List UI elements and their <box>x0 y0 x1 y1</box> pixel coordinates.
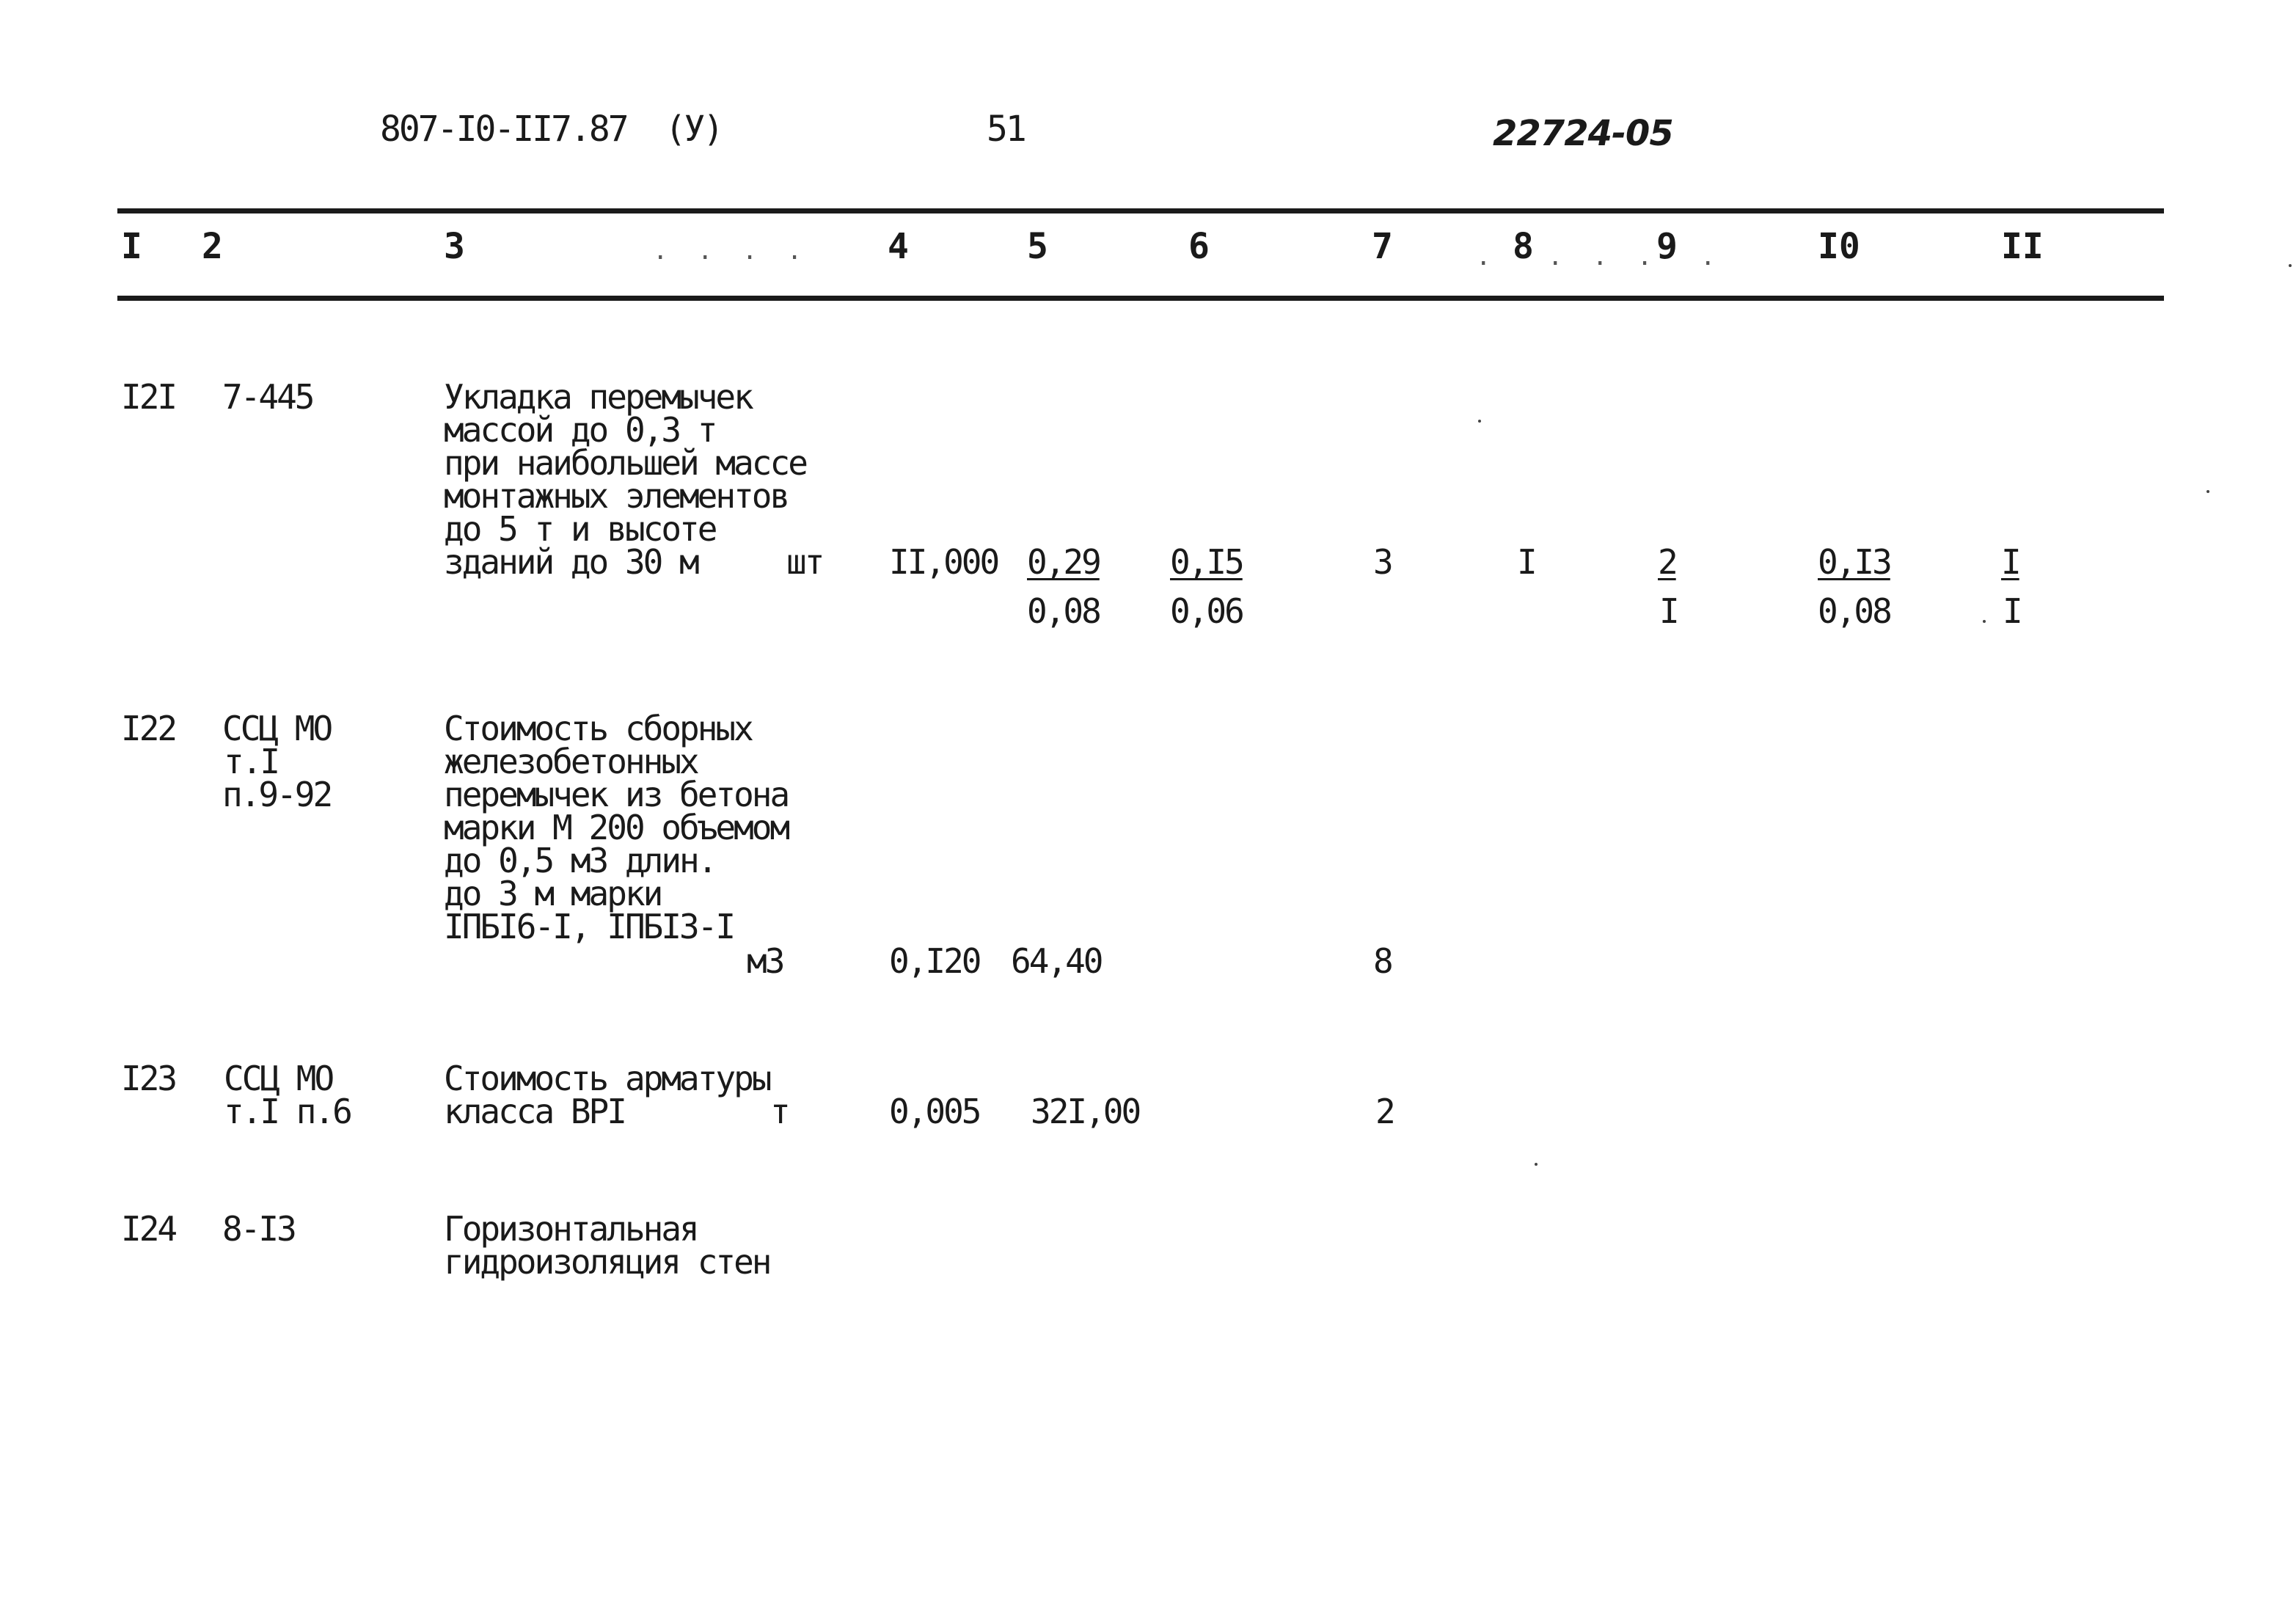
column-header: 6 <box>1188 226 1210 267</box>
row-reference: ССЦ МО <box>222 709 332 748</box>
row-description-line: гидроизоляция стен <box>444 1242 770 1282</box>
row-description-line: перемычек из бетона <box>444 775 789 814</box>
row-number: I23 <box>121 1059 176 1098</box>
row-col7: 2 <box>1375 1092 1394 1131</box>
row-col8: I <box>1517 542 1535 582</box>
row-description-line: Стоимость сборных <box>444 709 752 748</box>
row-description-line: IПБI6-I, IПБI3-I <box>444 907 734 946</box>
row-number: I22 <box>121 709 176 748</box>
row-description-line: Горизонтальная <box>444 1209 698 1249</box>
scan-speck <box>1535 1163 1538 1166</box>
column-header: 5 <box>1027 226 1048 267</box>
row-reference: т.I <box>224 742 279 781</box>
row-number: I2I <box>121 377 176 417</box>
column-header: 7 <box>1372 226 1393 267</box>
row-reference: п.9-92 <box>222 775 332 814</box>
row-reference: т.I п.6 <box>224 1092 351 1131</box>
row-col6-top: 0,I5 <box>1170 542 1243 582</box>
row-description-line: Стоимость арматуры <box>444 1059 770 1098</box>
row-col5-top: 0,29 <box>1027 542 1100 582</box>
column-header: 2 <box>202 226 223 267</box>
row-unit: т <box>770 1092 789 1131</box>
row-unit: шт <box>786 542 823 582</box>
row-col11-bottom: I <box>2003 591 2021 631</box>
row-quantity: 0,I20 <box>889 941 980 981</box>
header-rule-top <box>117 208 2164 213</box>
row-col5-bottom: 0,08 <box>1027 591 1100 631</box>
column-header: I <box>121 226 142 267</box>
column-header: 8 <box>1513 226 1534 267</box>
row-description-line: массой до 0,3 т <box>444 410 716 450</box>
row-description-line: железобетонных <box>444 742 698 781</box>
row-description-line: класса BPI <box>444 1092 625 1131</box>
scan-speck <box>2207 490 2209 493</box>
row-col5: 32I,00 <box>1031 1092 1140 1131</box>
row-description-line: до 0,5 м3 длин. <box>444 841 716 880</box>
row-description-line: до 5 т и высоте <box>444 509 716 549</box>
row-reference: ССЦ МО <box>224 1059 333 1098</box>
header-dots: . <box>1476 242 1499 271</box>
row-description-line: до 3 м марки <box>444 874 662 913</box>
row-col7: 8 <box>1373 941 1392 981</box>
row-col11-top: I <box>2001 542 2019 582</box>
column-header: 3 <box>444 226 465 267</box>
row-quantity: 0,005 <box>889 1092 980 1131</box>
row-description-line: монтажных элементов <box>444 476 789 516</box>
row-description-line: Укладка перемычек <box>444 377 752 417</box>
column-header: 4 <box>888 226 909 267</box>
row-col9-bottom: I <box>1659 591 1678 631</box>
row-quantity: II,000 <box>889 542 998 582</box>
page-number: 51 <box>987 109 1025 150</box>
scan-speck <box>1478 420 1481 423</box>
header-rule-bottom <box>117 296 2164 301</box>
inventory-code: 22724-05 <box>1493 113 1673 154</box>
row-col10-bottom: 0,08 <box>1818 591 1890 631</box>
row-col9-top: 2 <box>1658 542 1676 582</box>
scan-speck <box>2289 264 2292 267</box>
row-col10-top: 0,I3 <box>1818 542 1890 582</box>
column-header: II <box>2001 226 2044 267</box>
row-reference: 8-I3 <box>222 1209 295 1249</box>
column-header: 9 <box>1656 226 1678 267</box>
row-reference: 7-445 <box>222 377 313 417</box>
row-col6-bottom: 0,06 <box>1170 591 1243 631</box>
row-description-line: зданий до 30 м <box>444 542 698 582</box>
header-dots: . . . <box>1548 242 1660 271</box>
header-dots: . <box>1700 242 1723 271</box>
scan-speck <box>1983 620 1986 623</box>
row-description-line: марки М 200 объемом <box>444 808 789 847</box>
row-col5: 64,40 <box>1011 941 1102 981</box>
header-dots: . . . . <box>653 236 810 266</box>
column-header: I0 <box>1818 226 1860 267</box>
document-number: 807-I0-II7.87 (У) <box>380 109 723 150</box>
row-unit: м3 <box>747 941 783 981</box>
row-number: I24 <box>121 1209 176 1249</box>
row-description-line: при наибольшей массе <box>444 443 806 483</box>
row-col7: 3 <box>1373 542 1392 582</box>
